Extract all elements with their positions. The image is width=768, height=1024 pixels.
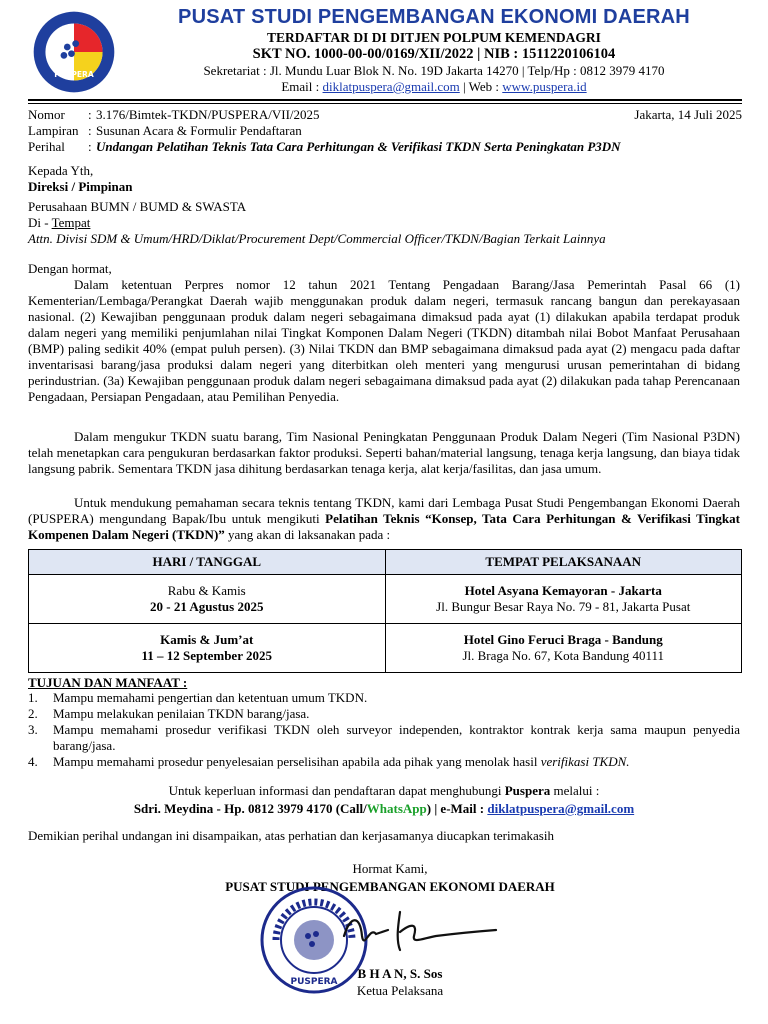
closing-text: Demikian perihal undangan ini disampaikan, atas perhatian dan kerjasamanya diucapkan terimakasih bbox=[28, 828, 554, 843]
lampiran-value: Susunan Acara & Formulir Pendaftaran bbox=[96, 123, 302, 138]
regards: Hormat Kami, bbox=[352, 861, 428, 876]
schedule-table bbox=[28, 549, 742, 673]
contact-email-link[interactable]: diklatpuspera@gmail.com bbox=[487, 801, 635, 816]
logo-wordmark: PUSPERA bbox=[54, 70, 94, 80]
list-item: 1. Mampu memahami pengertian dan ketentuan umum TKDN. bbox=[28, 690, 368, 705]
greeting: Dengan hormat, bbox=[28, 261, 112, 276]
nomor-row: Nomor : 3.176/Bimtek-TKDN/PUSPERA/VII/2025 Jakarta, 14 Juli 2025 bbox=[28, 107, 742, 122]
letterhead-divider-thin bbox=[28, 103, 742, 104]
lampiran-row: Lampiran : Susunan Acara & Formulir Pendaftaran bbox=[28, 123, 302, 138]
list-item: 3. Mampu memahami prosedur verifikasi TKDN oleh surveyor independen, kontraktor kontrak kerja sama maupun penyedia barang/jasa. bbox=[28, 722, 740, 753]
puspera-logo bbox=[32, 10, 116, 94]
col-header-venue: TEMPAT PELAKSANAAN bbox=[385, 550, 742, 575]
paragraph-1: Dalam ketentuan Perpres nomor 12 tahun 2021 Tentang Pengadaan Barang/Jasa Pemerintah Pasal 66 (1) Kementerian/Lembaga/Perangkat Daerah wajib menggunakan produk dalam negeri, termasuk rancang bangun dan perekayasaan nasional. (2) Kewajiban penggunaan produk dalam negeri sebagaimana dimaksud pada ayat (1) dilakukan apabila terdapat produk dalam negeri yang memiliki penjumlahan nilai Tingkat Komponen Dalam Negeri (TKDN) ditambah nilai Bobot Manfaat Perusahaan (BMP) paling sedikit 40% (empat puluh persen). (3) Nilai TKDN dan BMP sebagaimana dimaksud pada ayat (2) mengacu pada daftar inventarisasi barang/jasa produksi dalam negeri yang diterbitkan oleh menteri yang mengurusi urusan pemerintahan di bidang perindustrian. (3a) Kewajiban penggunaan produk dalam negeri sebagaimana dimaksud pada ayat (2) dilakukan pada tahap Perencanaan Pengadaan, Persiapan Pengadaan, atau Pemilihan Penyedia. bbox=[28, 277, 740, 404]
paragraph-2: Dalam mengukur TKDN suatu barang, Tim Nasional Peningkatan Penggunaan Produk Dalam Negeri (Tim Nasional P3DN) telah menetapkan cara pengukuran berdasarkan faktor produksi. Seperti bahan/material langsung, tenaga kerja langsung, dan biaya tidak langsung pabrik. Sementara TKDN jasa dihitung berdasarkan tenaga kerja, alat kerja/fasilitas, dan jasa umum. bbox=[28, 429, 740, 476]
skt-line: SKT NO. 1000-00-00/0169/XII/2022 | NIB : 1511220106104 bbox=[252, 46, 616, 62]
web-link[interactable]: www.puspera.id bbox=[502, 79, 587, 94]
registration-line: TERDAFTAR DI DI DITJEN POLPUM KEMENDAGRI bbox=[267, 30, 601, 45]
org-name: PUSAT STUDI PENGEMBANGAN EKONOMI DAERAH bbox=[178, 6, 690, 28]
nomor-value: 3.176/Bimtek-TKDN/PUSPERA/VII/2025 bbox=[96, 107, 320, 122]
letterhead bbox=[26, 6, 746, 98]
signatory-title: Ketua Pelaksana bbox=[356, 983, 444, 998]
letter-date: Jakarta, 14 Juli 2025 bbox=[634, 107, 742, 122]
contact-line: Email : diklatpuspera@gmail.com | Web : www.puspera.id bbox=[281, 79, 587, 94]
contact-line-2: Sdri. Meydina - Hp. 0812 3979 4170 (Call/WhatsApp) | e-Mail : diklatpuspera@gmail.com bbox=[133, 801, 635, 816]
seal-wordmark: PUSPERA bbox=[290, 977, 338, 987]
goals-heading: TUJUAN DAN MANFAAT : bbox=[28, 675, 188, 690]
handwritten-signature bbox=[340, 906, 500, 956]
goals-list bbox=[28, 690, 740, 770]
address-line: Sekretariat : Jl. Mundu Luar Blok N. No. 19D Jakarta 14270 | Telp/Hp : 0812 3979 4170 bbox=[203, 63, 665, 78]
paragraph-3: Untuk mendukung pemahaman secara teknis tentang TKDN, kami dari Lembaga Pusat Studi Pengembangan Ekonomi Daerah (PUSPERA) mengundang Bapak/Ibu untuk mengikuti Pelatihan Teknis “Konsep, Tata Cara Perhitungan & Verifikasi Tingkat Kompenen Dalam Negeri (TKDN)” yang akan di laksanakan pada : bbox=[28, 495, 740, 542]
perihal-value: Undangan Pelatihan Teknis Tata Cara Perhitungan & Verifikasi TKDN Serta Peningkatan P3DN bbox=[96, 139, 621, 154]
signature-org: PUSAT STUDI PENGEMBANGAN EKONOMI DAERAH bbox=[225, 879, 555, 894]
letterhead-divider bbox=[28, 99, 742, 101]
col-header-date: HARI / TANGGAL bbox=[29, 550, 386, 575]
email-link[interactable]: diklatpuspera@gmail.com bbox=[322, 79, 460, 94]
list-item: 4. Mampu memahami prosedur penyelesaian perselisihan apabila ada pihak yang menolak hasil verifikasi TKDN. bbox=[28, 754, 630, 769]
table-row: Kamis & Jum’at 11 – 12 September 2025 Hotel Gino Feruci Braga - Bandung Jl. Braga No. 67, Kota Bandung 40111 bbox=[29, 624, 742, 673]
list-item: 2. Mampu melakukan penilaian TKDN barang/jasa. bbox=[28, 706, 310, 721]
attention-line: Attn. Divisi SDM & Umum/HRD/Diklat/Procurement Dept/Commercial Officer/TKDN/Bagian Terkait Lainnya bbox=[28, 231, 606, 246]
perihal-row: Perihal : Undangan Pelatihan Teknis Tata Cara Perhitungan & Verifikasi TKDN Serta Peningkatan P3DN bbox=[28, 139, 621, 154]
table-row: Rabu & Kamis 20 - 21 Agustus 2025 Hotel Asyana Kemayoran - Jakarta Jl. Bungur Besar Raya No. 79 - 81, Jakarta Pusat bbox=[29, 575, 742, 624]
recipient-block: Kepada Yth, Direksi / Pimpinan Perusahaan BUMN / BUMD & SWASTA Di - Tempat Attn. Divisi SDM & Umum/HRD/Diklat/Procurement Dept/Commercial Officer/TKDN/Bagian Terkait Lainnya bbox=[28, 163, 740, 247]
signatory-name: B H A N, S. Sos bbox=[357, 966, 443, 981]
contact-line-1: Untuk keperluan informasi dan pendaftaran dapat menghubungi Puspera melalui : bbox=[168, 783, 600, 798]
